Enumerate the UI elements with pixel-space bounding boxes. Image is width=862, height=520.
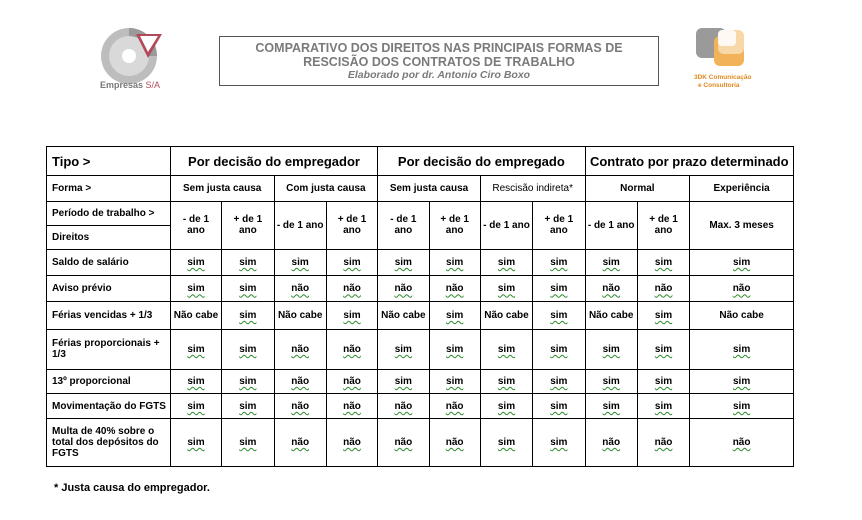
table-row-forma	[47, 176, 794, 201]
cell-value: sim	[690, 329, 794, 369]
row-label: Multa de 40% sobre o total dos depósitos do FGTS	[47, 419, 171, 467]
periodo-minus-4: - de 1 ano	[480, 201, 532, 249]
cell-value: não	[585, 276, 637, 302]
cell-value: não	[378, 419, 429, 467]
tipo-label: Tipo >	[47, 147, 171, 176]
cell-value: sim	[326, 249, 377, 275]
cell-value: não	[326, 419, 377, 467]
forma-normal: Normal	[585, 176, 690, 201]
logo-left-brand: Empresas	[100, 80, 144, 90]
direitos-label: Direitos	[47, 225, 171, 249]
footnote: * Justa causa do empregador.	[54, 482, 210, 494]
cell-value: não	[690, 419, 794, 467]
cell-value: não	[326, 276, 377, 302]
cell-value: Não cabe	[170, 302, 221, 329]
periodo-minus-5: - de 1 ano	[585, 201, 637, 249]
cell-value: não	[326, 370, 377, 394]
cell-value: sim	[429, 370, 480, 394]
cell-value: sim	[429, 302, 480, 329]
cell-value: sim	[170, 249, 221, 275]
cell-value: sim	[378, 329, 429, 369]
cell-value: sim	[222, 329, 274, 369]
cell-value: sim	[170, 370, 221, 394]
cell-value: sim	[690, 249, 794, 275]
group-header-empregador: Por decisão do empregador	[170, 147, 377, 176]
table-row	[47, 370, 794, 394]
logo-right-text	[694, 74, 751, 90]
table-row	[47, 329, 794, 369]
logo-left-text	[100, 80, 160, 90]
table-row-tipo	[47, 147, 794, 176]
periodo-plus-4: + de 1 ano	[533, 201, 585, 249]
cell-value: sim	[222, 276, 274, 302]
cell-value: não	[274, 419, 326, 467]
logo-right-line-1: 3DK Comunicação	[694, 74, 752, 81]
cell-value: sim	[637, 302, 689, 329]
page-title	[220, 41, 658, 69]
forma-sem-justa-causa-1: Sem justa causa	[170, 176, 274, 201]
row-label: Férias proporcionais + 1/3	[47, 329, 171, 369]
cell-value: sim	[274, 249, 326, 275]
periodo-plus-3: + de 1 ano	[429, 201, 480, 249]
cell-value: sim	[480, 394, 532, 419]
cell-value: não	[585, 419, 637, 467]
title-box	[219, 36, 659, 86]
cell-value: sim	[637, 249, 689, 275]
cell-value: sim	[222, 419, 274, 467]
cell-value: sim	[690, 394, 794, 419]
cell-value: sim	[222, 249, 274, 275]
group-header-prazo-determinado: Contrato por prazo determinado	[585, 147, 793, 176]
forma-experiencia: Experiência	[690, 176, 794, 201]
row-label: Férias vencidas + 1/3	[47, 302, 171, 329]
row-label: Saldo de salário	[47, 249, 171, 275]
forma-sem-justa-causa-2: Sem justa causa	[378, 176, 481, 201]
rights-comparison-table	[46, 146, 794, 467]
cell-value: sim	[533, 419, 585, 467]
cell-value: sim	[637, 329, 689, 369]
cell-value: não	[429, 419, 480, 467]
periodo-plus-1: + de 1 ano	[222, 201, 274, 249]
logo-left-suffix: S/A	[145, 80, 161, 90]
cell-value: sim	[533, 394, 585, 419]
cell-value: sim	[585, 394, 637, 419]
cell-value: sim	[170, 394, 221, 419]
periodo-plus-5: + de 1 ano	[637, 201, 689, 249]
cell-value: Não cabe	[274, 302, 326, 329]
cell-value: não	[429, 276, 480, 302]
periodo-plus-2: + de 1 ano	[326, 201, 377, 249]
cell-value: sim	[429, 329, 480, 369]
page-subtitle: Elaborado por dr. Antonio Ciro Boxo	[347, 69, 531, 81]
row-label: Movimentação do FGTS	[47, 394, 171, 419]
cell-value: sim	[533, 302, 585, 329]
cell-value: não	[326, 394, 377, 419]
forma-label: Forma >	[47, 176, 171, 201]
cell-value: sim	[480, 276, 532, 302]
table-row	[47, 419, 794, 467]
cell-value: sim	[378, 370, 429, 394]
cell-value: sim	[585, 329, 637, 369]
table-row	[47, 302, 794, 329]
periodo-minus-3: - de 1 ano	[378, 201, 429, 249]
cell-value: Não cabe	[690, 302, 794, 329]
cell-value: não	[274, 394, 326, 419]
table-row	[47, 394, 794, 419]
cell-value: sim	[585, 249, 637, 275]
cell-value: sim	[480, 329, 532, 369]
table-row-periodo	[47, 201, 794, 225]
cell-value: não	[637, 419, 689, 467]
cell-value: sim	[222, 370, 274, 394]
cell-value: Não cabe	[378, 302, 429, 329]
periodo-max: Max. 3 meses	[690, 201, 794, 249]
cell-value: não	[378, 276, 429, 302]
cell-value: não	[429, 394, 480, 419]
cell-value: sim	[690, 370, 794, 394]
cell-value: sim	[480, 419, 532, 467]
cell-value: sim	[533, 329, 585, 369]
cell-value: Não cabe	[480, 302, 532, 329]
cell-value: sim	[533, 249, 585, 275]
cell-value: não	[637, 276, 689, 302]
cell-value: sim	[378, 249, 429, 275]
cell-value: sim	[637, 370, 689, 394]
periodo-label: Período de trabalho >	[47, 201, 171, 225]
cell-value: sim	[222, 302, 274, 329]
cell-value: não	[274, 329, 326, 369]
cell-value: não	[274, 370, 326, 394]
row-label: 13º proporcional	[47, 370, 171, 394]
periodo-minus-2: - de 1 ano	[274, 201, 326, 249]
cell-value: sim	[326, 302, 377, 329]
cell-value: não	[378, 394, 429, 419]
periodo-minus-1: - de 1 ano	[170, 201, 221, 249]
cell-value: sim	[170, 419, 221, 467]
cell-value: sim	[480, 249, 532, 275]
logo-right-line-2: e Consultoria	[698, 82, 740, 89]
cell-value: sim	[533, 276, 585, 302]
cell-value: não	[326, 329, 377, 369]
forma-rescisao-indireta: Rescisão indireta*	[480, 176, 585, 201]
cell-value: sim	[170, 276, 221, 302]
group-header-empregado: Por decisão do empregado	[378, 147, 585, 176]
cell-value: sim	[429, 249, 480, 275]
cell-value: sim	[480, 370, 532, 394]
title-line-1: COMPARATIVO DOS DIREITOS NAS PRINCIPAIS FORMAS DE	[255, 41, 623, 55]
3dk-squares-logo-icon	[694, 26, 754, 70]
cell-value: sim	[170, 329, 221, 369]
cell-value: não	[274, 276, 326, 302]
row-label: Aviso prévio	[47, 276, 171, 302]
cell-value: sim	[585, 370, 637, 394]
cell-value: sim	[222, 394, 274, 419]
cell-value: não	[690, 276, 794, 302]
table-row	[47, 249, 794, 275]
cell-value: sim	[533, 370, 585, 394]
table-row	[47, 276, 794, 302]
forma-com-justa-causa: Com justa causa	[274, 176, 378, 201]
title-line-2: RESCISÃO DOS CONTRATOS DE TRABALHO	[303, 55, 575, 69]
cell-value: sim	[637, 394, 689, 419]
cell-value: Não cabe	[585, 302, 637, 329]
